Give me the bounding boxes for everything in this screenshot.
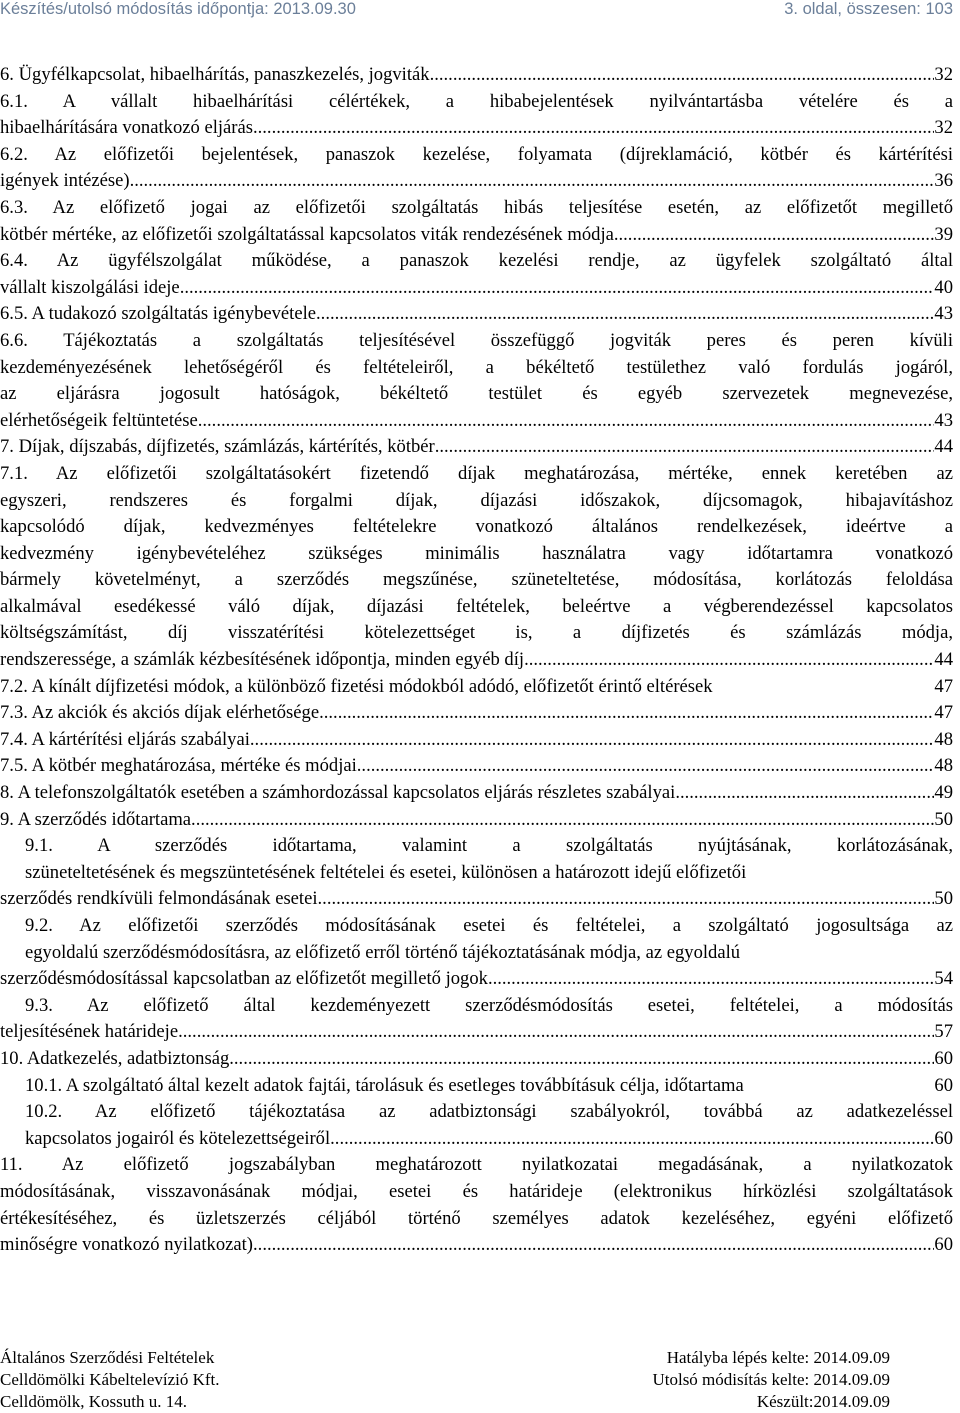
toc-entry[interactable] — [0, 142, 953, 195]
toc-entry[interactable] — [0, 1046, 953, 1073]
footer-created: Készült:2014.09.09 — [756, 1392, 890, 1411]
footer-effective-date: Hatályba lépés kelte: 2014.09.09 — [666, 1348, 890, 1367]
toc-entry-title: 8. A telefonszolgáltatók esetében a számhordozással kapcsolatos eljárás részletes szabályai — [0, 782, 676, 804]
dot-leader — [178, 1019, 934, 1046]
dot-leader — [180, 275, 935, 302]
page-footer — [0, 1347, 953, 1413]
toc-entry-title: minőségre vonatkozó nyilatkozat) — [0, 1234, 254, 1256]
dot-leader — [253, 1232, 934, 1259]
toc-entry[interactable] — [0, 1073, 953, 1100]
toc-page-number: 60 — [934, 1234, 953, 1256]
dot-leader — [319, 700, 934, 727]
toc-entry-text-line: 10.2. Az előfizető tájékoztatása az adatbiztonsági szabályokról, továbbá az adatkezeléssel — [25, 1101, 953, 1123]
toc-entry[interactable] — [0, 674, 953, 701]
toc-entry-text-line: 7.1. Az előfizetői szolgáltatásokért fizetendő díjak meghatározása, mértéke, ennek keretében az — [0, 462, 953, 484]
dot-leader — [316, 301, 934, 328]
toc-page-number: 60 — [934, 1127, 953, 1149]
toc-entry[interactable] — [0, 248, 953, 301]
toc-page-number: 47 — [934, 702, 953, 724]
toc-page-number: 40 — [934, 276, 953, 298]
toc-page-number: 48 — [934, 755, 953, 777]
toc-entry[interactable] — [0, 700, 953, 727]
toc-page-number: 43 — [934, 409, 953, 431]
toc-entry-title: kötbér mértéke, az előfizetői szolgáltatással kapcsolatos viták rendezésének módja — [0, 223, 614, 245]
dot-leader — [488, 966, 934, 993]
toc-entry[interactable] — [0, 1152, 953, 1258]
toc-entry[interactable] — [0, 833, 953, 886]
toc-entry[interactable] — [0, 89, 953, 142]
toc-entry-title: 7.3. Az akciók és akciós díjak elérhetősége — [0, 702, 320, 724]
toc-entry-title: teljesítésének határideje — [0, 1021, 179, 1043]
toc-entry-title: 9. A szerződés időtartama — [0, 808, 192, 830]
toc-entry-title: 10.1. A szolgáltató által kezelt adatok fajtái, tárolásuk és esetleges továbbításuk célja, időtartama — [25, 1074, 744, 1096]
toc-entry-text-line: költségszámítást, díj visszatérítési kötelezettséget is, a díjfizetés és számlázás módja, — [0, 622, 953, 644]
toc-entry[interactable] — [0, 461, 953, 674]
dot-leader — [253, 115, 934, 142]
toc-entry-title: egyoldalú szerződésmódosításra, az előfizető erről történő tájékoztatásának módja, az egyoldalú — [25, 941, 741, 963]
toc-entry-title: igények intézése) — [0, 170, 130, 192]
toc-entry-text-line: 6.3. Az előfizető jogai az előfizetői szolgáltatás hibás teljesítése esetén, az előfizetőt megillető — [0, 196, 953, 218]
toc-entry[interactable] — [0, 886, 953, 913]
toc-entry-title: rendszeressége, a számlák kézbesítésének időpontja, minden egyéb díj — [0, 649, 525, 671]
toc-page-number: 44 — [934, 436, 953, 458]
toc-entry[interactable] — [0, 966, 953, 993]
header-page-count: 3. oldal, összesen: 103 — [784, 0, 953, 18]
toc-entry-text-line: kapcsolódó díjak, kedvezményes feltételekre vonatkozó általános rendelkezések, ideértve a — [0, 516, 953, 538]
toc-entry-text-line: értékesítéséhez, és üzletszerzés céljából történő személyes adatok kezeléséhez, egyéni előfizető — [0, 1207, 953, 1229]
toc-page-number: 60 — [934, 1074, 953, 1096]
table-of-contents — [0, 62, 953, 1259]
toc-page-number: 44 — [934, 649, 953, 671]
dot-leader — [614, 222, 935, 249]
footer-last-modified: Utolsó módisítás kelte: 2014.09.09 — [652, 1370, 890, 1389]
toc-entry-title: 10. Adatkezelés, adatbiztonság — [0, 1047, 230, 1069]
toc-entry[interactable] — [0, 913, 953, 966]
toc-entry-title: 6. Ügyfélkapcsolat, hibaelhárítás, panaszkezelés, jogviták — [0, 64, 430, 85]
toc-entry[interactable] — [0, 301, 953, 328]
toc-entry[interactable] — [0, 807, 953, 834]
dot-leader — [198, 408, 935, 435]
toc-page-number: 50 — [934, 808, 953, 830]
toc-entry-text-line: kedvezmény igénybevételéhez szükséges minimális használatra vagy időtartamra vonatkozó — [0, 542, 953, 564]
dot-leader — [524, 647, 934, 674]
toc-entry-title: szüneteltetésének és megszüntetésének feltételei és esetei, különösen a határozott idejű előfizetői — [25, 861, 747, 883]
toc-entry-text-line: módosításának, visszavonásának módjai, esetei és határideje (elektronikus hírközlési szolgáltatások — [0, 1180, 953, 1202]
dot-leader — [675, 780, 934, 807]
toc-entry-text-line: 6.2. Az előfizetői bejelentések, panaszok kezelése, folyamata (díjreklamáció, kötbér és kártérítési — [0, 143, 953, 165]
toc-page-number: 57 — [934, 1021, 953, 1043]
toc-entry[interactable] — [0, 727, 953, 754]
footer-address: Celldömölk, Kossuth u. 14. — [0, 1392, 188, 1411]
toc-entry[interactable] — [0, 328, 953, 434]
toc-entry-text-line: alkalmával esedékessé váló díjak, díjazási feltételek, beleértve a végberendezéssel kapcsolatos — [0, 595, 953, 617]
dot-leader — [229, 1046, 934, 1073]
toc-page-number: 50 — [934, 888, 953, 910]
toc-entry-title: 7.4. A kártérítési eljárás szabályai — [0, 728, 250, 750]
toc-entry-text-line: 6.1. A vállalt hibaelhárítási célértékek, a hibabejelentések nyilvántartásba vételére és a — [0, 90, 953, 112]
header-modification-date: Készítés/utolsó módosítás időpontja: 2013.09.30 — [0, 0, 356, 18]
toc-entry[interactable] — [0, 195, 953, 248]
toc-entry-text-line: 9.2. Az előfizetői szerződés módosításának esetei és feltételei, a szolgáltató jogosultsága az — [25, 915, 953, 936]
toc-page-number: 48 — [934, 728, 953, 750]
dot-leader — [130, 168, 935, 195]
toc-entry-text-line: kezdeményezésének lehetőségéről és feltételeiről, a békéltető testülethez való fordulás jogáról, — [0, 356, 953, 378]
toc-page-number: 49 — [934, 782, 953, 804]
toc-entry-text-line: 9.3. Az előfizető által kezdeményezett szerződésmódosítás esetei, feltételei, a módosítás — [25, 994, 953, 1016]
dot-leader — [250, 727, 935, 754]
toc-entry-title: szerződés rendkívüli felmondásának esetei — [0, 888, 318, 910]
toc-page-number: 43 — [934, 303, 953, 325]
toc-page-number: 60 — [934, 1047, 953, 1069]
toc-entry-text-line: 6.6. Tájékoztatás a szolgáltatás teljesítésével összefüggő jogviták peres és peren kívüli — [0, 329, 953, 351]
dot-leader — [430, 62, 935, 89]
toc-entry-title: hibaelhárítására vonatkozó eljárás — [0, 117, 253, 139]
footer-document-title: Általános Szerződési Feltételek — [0, 1348, 215, 1367]
page-header — [0, 0, 960, 24]
toc-entry-text-line: az eljárásra jogosult hatóságok, békéltető testület és egyéb szervezetek megnevezése, — [0, 383, 953, 405]
toc-entry[interactable] — [0, 780, 953, 807]
toc-entry-text-line: 9.1. A szerződés időtartama, valamint a szolgáltatás nyújtásának, korlátozásának, — [25, 835, 953, 857]
toc-page-number: 32 — [934, 117, 953, 139]
toc-entry[interactable] — [0, 62, 953, 89]
toc-page-number: 36 — [934, 170, 953, 192]
toc-entry-title: 7.2. A kínált díjfizetési módok, a különböző fizetési módokból adódó, előfizetőt érintő eltérések — [0, 675, 713, 697]
toc-entry-title: 7. Díjak, díjszabás, díjfizetés, számlázás, kártérítés, kötbér — [0, 436, 435, 458]
toc-entry-text-line: 11. Az előfizető jogszabályban meghatározott nyilatkozatai megadásának, a nyilatkozatok — [0, 1154, 953, 1176]
dot-leader — [191, 807, 934, 834]
toc-page-number: 39 — [934, 223, 953, 245]
footer-company-name: Celldömölki Kábeltelevízió Kft. — [0, 1370, 220, 1389]
dot-leader — [318, 886, 935, 913]
toc-entry[interactable] — [0, 1099, 953, 1152]
toc-entry-title: elérhetőségeik feltüntetése — [0, 409, 198, 431]
dot-leader — [357, 753, 935, 780]
toc-entry[interactable] — [0, 753, 953, 780]
dot-leader — [435, 434, 935, 461]
dot-leader — [330, 1126, 934, 1153]
toc-entry-text-line: egyszeri, rendszeres és forgalmi díjak, díjazási időszakok, díjcsomagok, hibajavításhoz — [0, 489, 953, 511]
toc-page-number: 32 — [934, 64, 953, 85]
toc-entry-title: 6.5. A tudakozó szolgáltatás igénybevétele — [0, 303, 317, 325]
toc-entry[interactable] — [0, 434, 953, 461]
toc-page-number: 47 — [934, 675, 953, 697]
toc-entry-title: kapcsolatos jogairól és kötelezettségeiről — [25, 1127, 331, 1149]
toc-entry-title: szerződésmódosítással kapcsolatban az előfizetőt megillető jogok — [0, 968, 488, 990]
toc-entry[interactable] — [0, 993, 953, 1046]
toc-entry-text-line: 6.4. Az ügyfélszolgálat működése, a panaszok kezelési rendje, az ügyfelek szolgáltató által — [0, 250, 953, 272]
toc-entry-text-line: bármely követelményt, a szerződés megszűnése, szüneteltetése, módosítása, korlátozás feloldása — [0, 569, 953, 591]
toc-entry-title: 7.5. A kötbér meghatározása, mértéke és módjai — [0, 755, 357, 777]
toc-entry-title: vállalt kiszolgálási ideje — [0, 276, 180, 298]
toc-page-number: 54 — [934, 968, 953, 990]
